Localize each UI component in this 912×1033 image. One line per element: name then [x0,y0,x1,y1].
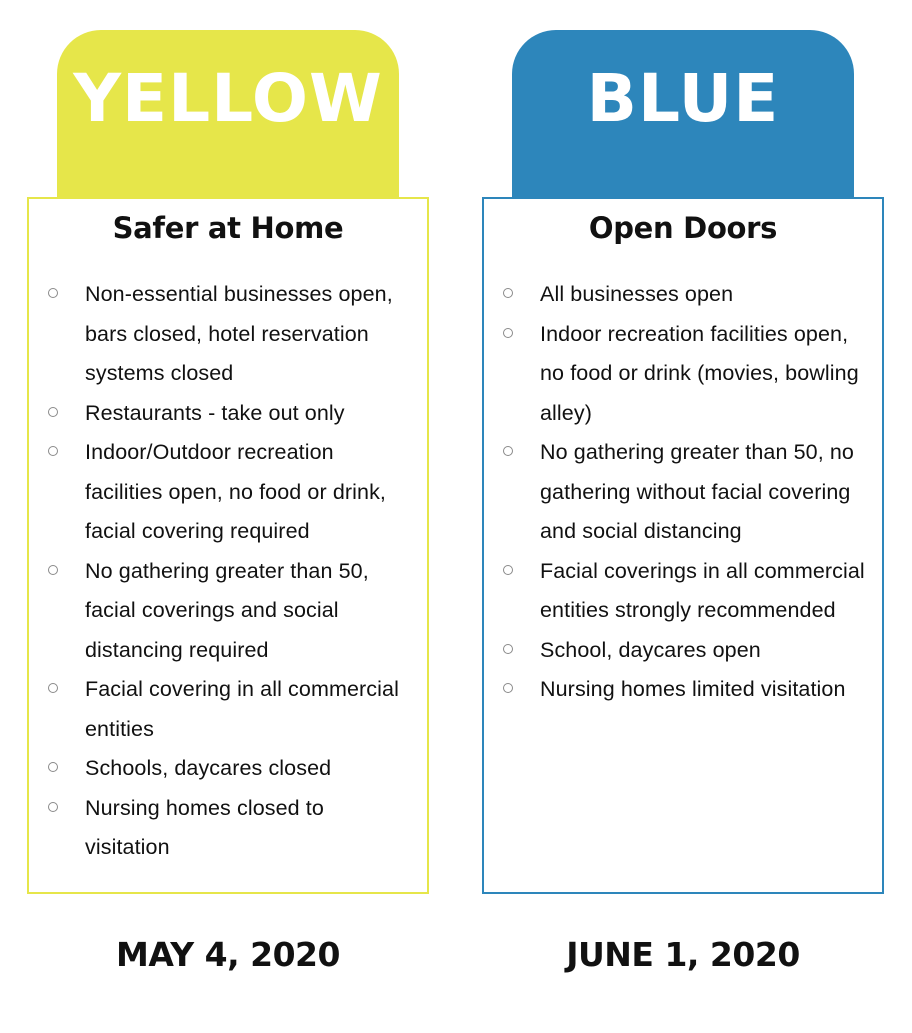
circle-bullet-icon [48,565,58,575]
circle-bullet-icon [503,565,513,575]
circle-bullet-icon [48,683,58,693]
list-item: Facial coverings in all commercial entities strongly recommended [484,552,882,631]
circle-bullet-icon [503,683,513,693]
list-item: Nursing homes closed to visitation [29,789,427,868]
column-yellow [27,0,429,1033]
restrictions-list [484,275,882,710]
phase-title: Safer at Home [112,211,344,245]
circle-bullet-icon [48,288,58,298]
circle-bullet-icon [503,328,513,338]
list-item: No gathering greater than 50, facial coverings and social distancing required [29,552,427,671]
list-item: All businesses open [484,275,882,315]
list-item: School, daycares open [484,631,882,671]
circle-bullet-icon [48,802,58,812]
list-item: Indoor recreation facilities open, no food or drink (movies, bowling alley) [484,315,882,434]
list-item: No gathering greater than 50, no gathering without facial covering and social distancing [484,433,882,552]
phase-label: BLUE [586,59,780,137]
list-item: Facial covering in all commercial entities [29,670,427,749]
yellow-phase-card [27,197,429,894]
phase-label: YELLOW [73,59,383,137]
list-item: Restaurants - take out only [29,394,427,434]
phase-title: Open Doors [588,211,778,245]
circle-bullet-icon [48,446,58,456]
circle-bullet-icon [503,288,513,298]
circle-bullet-icon [503,644,513,654]
phase-date: MAY 4, 2020 [116,935,340,974]
list-item: Non-essential businesses open, bars closed, hotel reservation systems closed [29,275,427,394]
phase-date: JUNE 1, 2020 [566,935,800,974]
yellow-phase-tab [57,30,399,198]
circle-bullet-icon [48,407,58,417]
blue-phase-card [482,197,884,894]
list-item: Schools, daycares closed [29,749,427,789]
list-item: Nursing homes limited visitation [484,670,882,710]
circle-bullet-icon [503,446,513,456]
restrictions-list [29,275,427,868]
column-blue [482,0,884,1033]
blue-phase-tab [512,30,854,198]
circle-bullet-icon [48,762,58,772]
list-item: Indoor/Outdoor recreation facilities open, no food or drink, facial covering required [29,433,427,552]
